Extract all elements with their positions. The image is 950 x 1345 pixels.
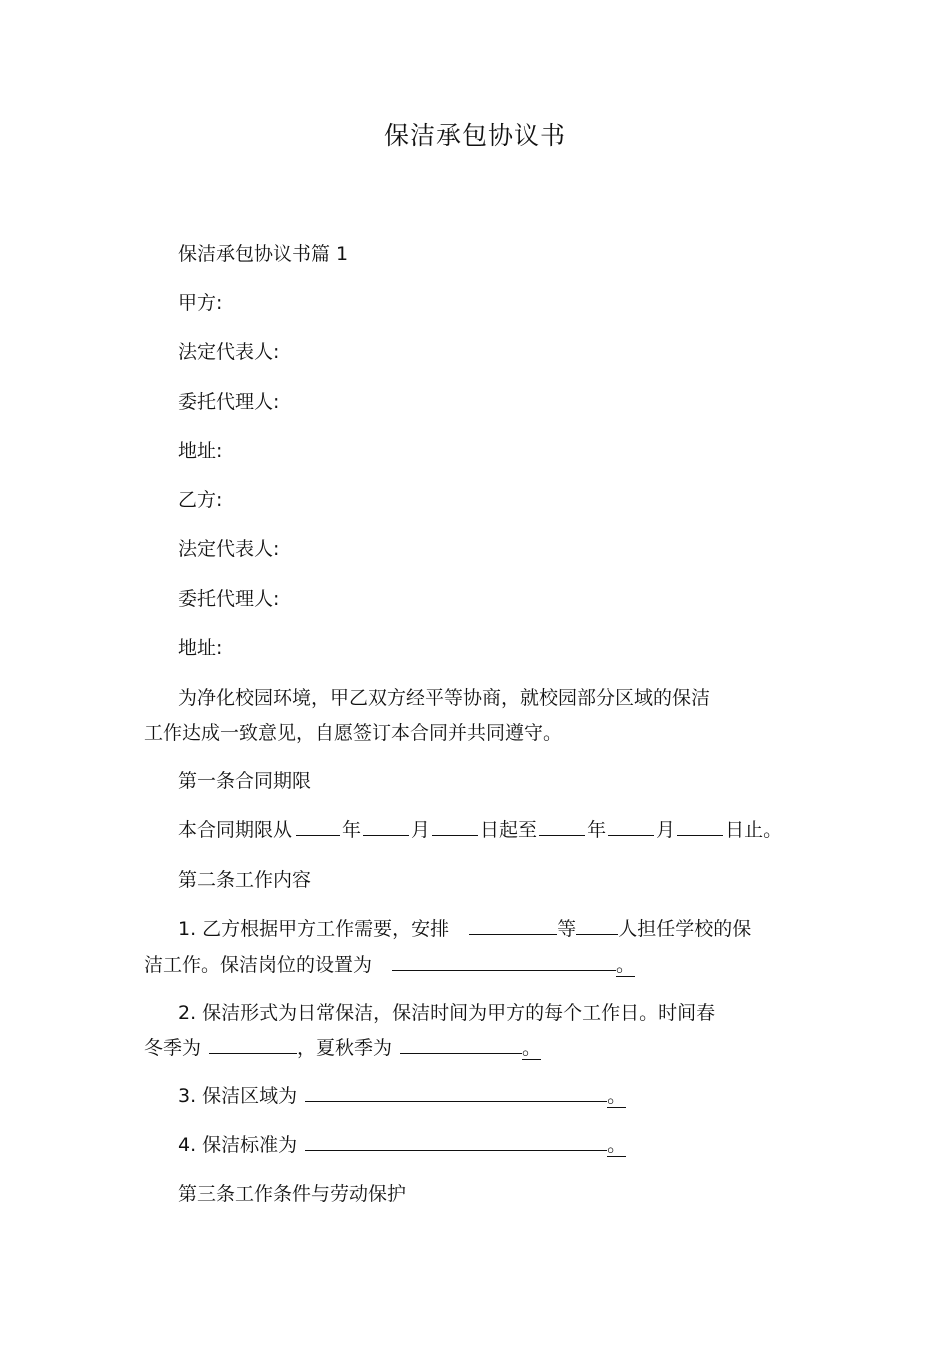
- term-from-label: 日起至: [480, 819, 538, 841]
- item-3-period: 。: [607, 1085, 627, 1107]
- intro-paragraph-line-2: 工作达成一致意见，自愿签订本合同并共同遵守。: [144, 722, 563, 744]
- party-b-rep-label: 法定代表人:: [178, 538, 280, 560]
- start-month-blank: [363, 816, 409, 836]
- term-month-label: 月: [411, 819, 431, 841]
- party-a-agent-label: 委托代理人:: [178, 391, 280, 413]
- item-1-text-b: 等: [557, 918, 577, 940]
- document-title: 保洁承包协议书: [383, 121, 566, 150]
- term-month2-label: 月: [656, 819, 676, 841]
- item-2-text-b: 冬季为: [144, 1037, 202, 1059]
- summer-time-blank: [400, 1034, 522, 1054]
- item-1-text-c: 人担任学校的保: [618, 918, 752, 940]
- party-a-rep-label: 法定代表人:: [178, 341, 280, 363]
- item-4-period: 。: [607, 1134, 627, 1156]
- end-day-blank: [677, 816, 723, 836]
- item-1-text-d: 洁工作。保洁岗位的设置为: [144, 954, 373, 976]
- term-end-label: 日止。: [725, 819, 783, 841]
- article-2-heading: 第二条工作内容: [178, 869, 312, 891]
- end-month-blank: [608, 816, 654, 836]
- item-4-text: 4. 保洁标准为: [178, 1134, 298, 1156]
- section-heading: 保洁承包协议书篇 1: [178, 243, 349, 265]
- item-1-period: 。: [616, 954, 636, 976]
- intro-paragraph-line-1: 为净化校园环境，甲乙双方经平等协商，就校园部分区域的保洁: [178, 687, 711, 709]
- party-a-label: 甲方:: [178, 292, 223, 314]
- start-day-blank: [432, 816, 478, 836]
- item-2-line-2: [144, 1034, 541, 1062]
- end-year-blank: [539, 816, 585, 836]
- item-1-line-1: [178, 915, 751, 943]
- party-b-address-label: 地址:: [178, 637, 223, 659]
- term-year2-label: 年: [587, 819, 607, 841]
- item-1-text-a: 1. 乙方根据甲方工作需要，安排: [178, 918, 450, 940]
- party-a-address-label: 地址:: [178, 440, 223, 462]
- article-3-heading: 第三条工作条件与劳动保护: [178, 1183, 407, 1205]
- party-b-label: 乙方:: [178, 489, 223, 511]
- item-4-line: [178, 1131, 626, 1159]
- item-3-line: [178, 1082, 626, 1110]
- article-1-heading: 第一条合同期限: [178, 770, 312, 792]
- item-3-text: 3. 保洁区域为: [178, 1085, 298, 1107]
- staff-name-blank: [469, 915, 557, 935]
- term-year-label: 年: [342, 819, 362, 841]
- cleaning-area-blank: [305, 1082, 607, 1102]
- staff-count-blank: [576, 915, 618, 935]
- term-prefix: 本合同期限从: [178, 819, 293, 841]
- cleaning-standard-blank: [305, 1131, 607, 1151]
- item-1-line-2: [144, 951, 635, 979]
- party-b-agent-label: 委托代理人:: [178, 588, 280, 610]
- winter-time-blank: [209, 1034, 297, 1054]
- item-2-text-c: ，夏秋季为: [297, 1037, 393, 1059]
- item-2-line-1: 2. 保洁形式为日常保洁，保洁时间为甲方的每个工作日。时间春: [178, 1002, 716, 1024]
- item-2-period: 。: [522, 1037, 542, 1059]
- contract-term-line: [178, 816, 782, 844]
- post-setting-blank: [392, 951, 616, 971]
- start-year-blank: [296, 816, 340, 836]
